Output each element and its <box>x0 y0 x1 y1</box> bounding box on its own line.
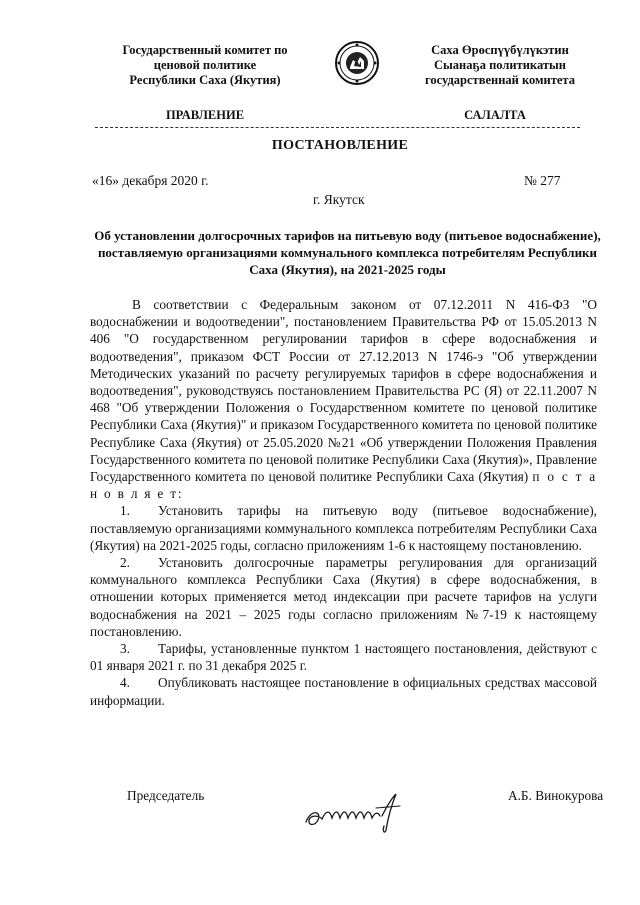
preamble-paragraph <box>90 296 597 502</box>
preamble-verb: п о с т а н о в л я е т: <box>90 469 597 502</box>
list-item <box>90 502 597 554</box>
handwritten-signature-icon <box>300 786 415 836</box>
list-item-number: 1. <box>120 503 130 519</box>
header-right-line: Саха Өрөспүүбүлүкэтин <box>431 43 569 57</box>
header-left-line: Государственный комитет по <box>122 43 288 57</box>
list-item-number: 3. <box>120 641 130 657</box>
document-number: № 277 <box>524 173 561 188</box>
header-divider <box>95 127 580 128</box>
document-city: г. Якутск <box>313 192 365 207</box>
list-item-text: Опубликовать настоящее постановление в официальных средствах массовой информации. <box>90 675 597 708</box>
signatory-title: Председатель <box>127 788 205 803</box>
document-body <box>90 296 597 709</box>
preamble-text: В соответствии с Федеральным законом от 07.12.2011 N 416-ФЗ "О водоснабжении и водоотведении", постановлением Правительства РФ от 15.05.2013 N 406 "О государственном регулировании тарифов в сфере водоснабжения и водоотведения", приказом ФСТ России от 27.12.2013 N 1746-э "Об утверждении Методических указаний по расчету регулируемых тарифов в сфере водоснабжения и водоотведения", руководствуясь постановлением Правительства РС (Я) от 22.11.2007 N 468 "Об утверждении Положения о Государственном комитете по ценовой политике Республики Саха (Якутия)" и приказом Государственного комитета по ценовой политике Республике Саха (Якутия) от 25.05.2020 №21 «Об утверждении Положения Правления Государственного комитета по ценовой политике Республики Саха (Якутия)», Правление Государственного комитета по ценовой политике Республики Саха (Якутия) <box>90 297 597 485</box>
sakha-republic-emblem-icon <box>334 40 380 86</box>
header-left-line: Республики Саха (Якутия) <box>129 73 281 87</box>
signatory-name: А.Б. Винокурова <box>508 788 604 803</box>
header-left-line: ценовой политике <box>153 58 257 72</box>
list-item <box>90 554 597 640</box>
list-item <box>90 640 597 674</box>
list-item-text: Тарифы, установленные пунктом 1 настоящего постановления, действуют с 01 января 2021 г. по 31 декабря 2025 г. <box>90 641 597 674</box>
board-label-sakha: САЛАЛТА <box>464 108 526 122</box>
list-item-number: 4. <box>120 675 130 691</box>
list-item-text: Установить долгосрочные параметры регулирования для организаций коммунального комплекса Республики Саха (Якутия) в сфере водоснабжения, в отношении которых применяется метод индексации при расчете тарифов на услуги водоснабжения на 2021 – 2025 годы согласно приложениям №7-19 к настоящему постановлению. <box>90 555 597 639</box>
header-right-line: государственнай комитета <box>425 73 575 87</box>
document-type-heading: ПОСТАНОВЛЕНИЕ <box>271 138 409 153</box>
document-title: Об установлении долгосрочных тарифов на питьевую воду (питьевое водоснабжение), поставляемую организациями коммунального комплекса потребителям Республики Саха (Якутия), на 2021-2025 годы <box>94 228 601 277</box>
board-label-ru: ПРАВЛЕНИЕ <box>165 108 245 122</box>
header-right-org <box>400 43 600 88</box>
list-item-number: 2. <box>120 555 130 571</box>
header-left-org <box>100 43 310 88</box>
document-date: «16» декабря 2020 г. <box>92 173 209 188</box>
list-item-text: Установить тарифы на питьевую воду (питьевое водоснабжение), поставляемую организациями коммунального комплекса потребителям Республики Саха (Якутия) на 2021-2025 годы, согласно приложениям 1-6 к настоящему постановлению. <box>90 503 597 553</box>
header-right-line: Сыанаҕа политикатын <box>434 58 566 72</box>
list-item <box>90 674 597 708</box>
